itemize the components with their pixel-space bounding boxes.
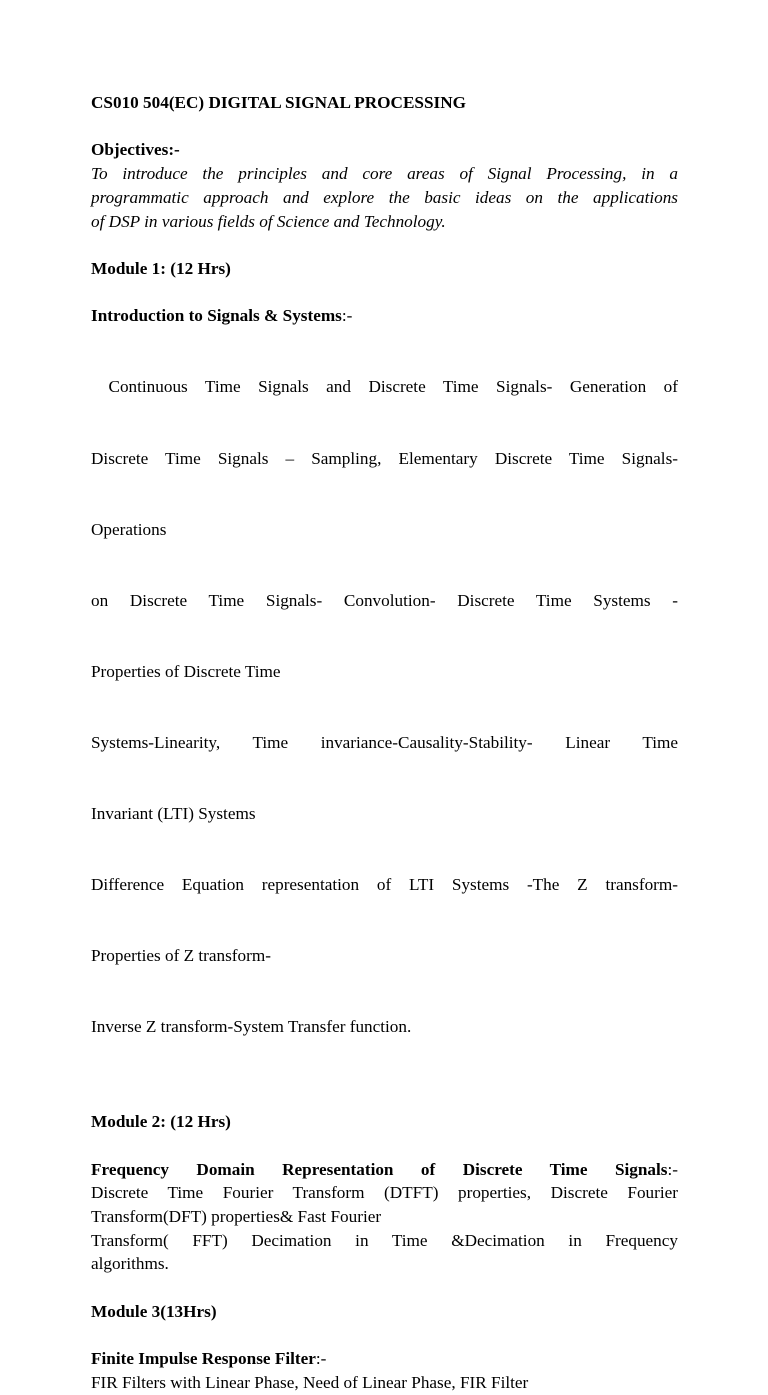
content-line: Operations bbox=[91, 519, 167, 539]
section-title: Introduction to Signals & Systems bbox=[91, 306, 342, 326]
objectives-text bbox=[91, 162, 678, 233]
content-line: Properties of Discrete Time bbox=[91, 661, 281, 681]
spacer bbox=[91, 1086, 678, 1110]
content-line: Transform(DFT) properties& Fast Fourier bbox=[91, 1206, 382, 1226]
module-1-content bbox=[91, 328, 678, 1087]
module-2-content bbox=[91, 1181, 678, 1276]
content-line: Discrete Time Fourier Transform (DTFT) properties, Discrete Fourier bbox=[91, 1183, 678, 1203]
content-line: algorithms. bbox=[91, 1254, 169, 1274]
content-line: on Discrete Time Signals- Convolution- Discrete Time Systems - bbox=[91, 590, 678, 610]
document-body bbox=[91, 91, 678, 1395]
module-2-section-heading bbox=[91, 1158, 678, 1182]
content-line: Inverse Z transform-System Transfer function. bbox=[91, 1017, 412, 1037]
section-title: Finite Impulse Response Filter bbox=[91, 1349, 316, 1369]
document-title: CS010 504(EC) DIGITAL SIGNAL PROCESSING bbox=[91, 93, 467, 112]
module-3-section-heading bbox=[91, 1347, 678, 1371]
content-line: Invariant (LTI) Systems bbox=[91, 804, 256, 824]
objectives-line: programmatic approach and explore the basic ideas on the applications bbox=[91, 187, 678, 207]
module-2-heading: Module 2: (12 Hrs) bbox=[91, 1112, 231, 1132]
objectives-line: of DSP in various fields of Science and Technology. bbox=[91, 211, 446, 231]
section-suffix: :- bbox=[341, 306, 353, 326]
content-line: Difference Equation representation of LTI Systems -The Z transform- bbox=[91, 875, 678, 895]
module-1-heading: Module 1: (12 Hrs) bbox=[91, 258, 231, 278]
content-line: Systems-Linearity, Time invariance-Causality-Stability- Linear Time bbox=[91, 732, 678, 752]
module-3-content bbox=[91, 1371, 678, 1395]
section-suffix: :- bbox=[315, 1349, 327, 1369]
content-line: Discrete Time Signals – Sampling, Elementary Discrete Time Signals- bbox=[91, 448, 678, 468]
content-line: Continuous Time Signals and Discrete Time Signals- Generation of bbox=[91, 377, 678, 397]
section-suffix: :- bbox=[667, 1159, 678, 1179]
objectives-heading: Objectives:- bbox=[91, 140, 180, 160]
section-title: Frequency Domain Representation of Discrete Time Signals bbox=[91, 1159, 668, 1179]
spacer bbox=[91, 1276, 678, 1300]
module-3-heading: Module 3(13Hrs) bbox=[91, 1301, 217, 1321]
content-line: Properties of Z transform- bbox=[91, 946, 271, 966]
objectives-line: To introduce the principles and core areas of Signal Processing, in a bbox=[91, 164, 678, 184]
content-line: FIR Filters with Linear Phase, Need of Linear Phase, FIR Filter bbox=[91, 1372, 529, 1392]
module-1-section-heading bbox=[91, 304, 678, 328]
content-line: Transform( FFT) Decimation in Time &Decimation in Frequency bbox=[91, 1230, 678, 1250]
